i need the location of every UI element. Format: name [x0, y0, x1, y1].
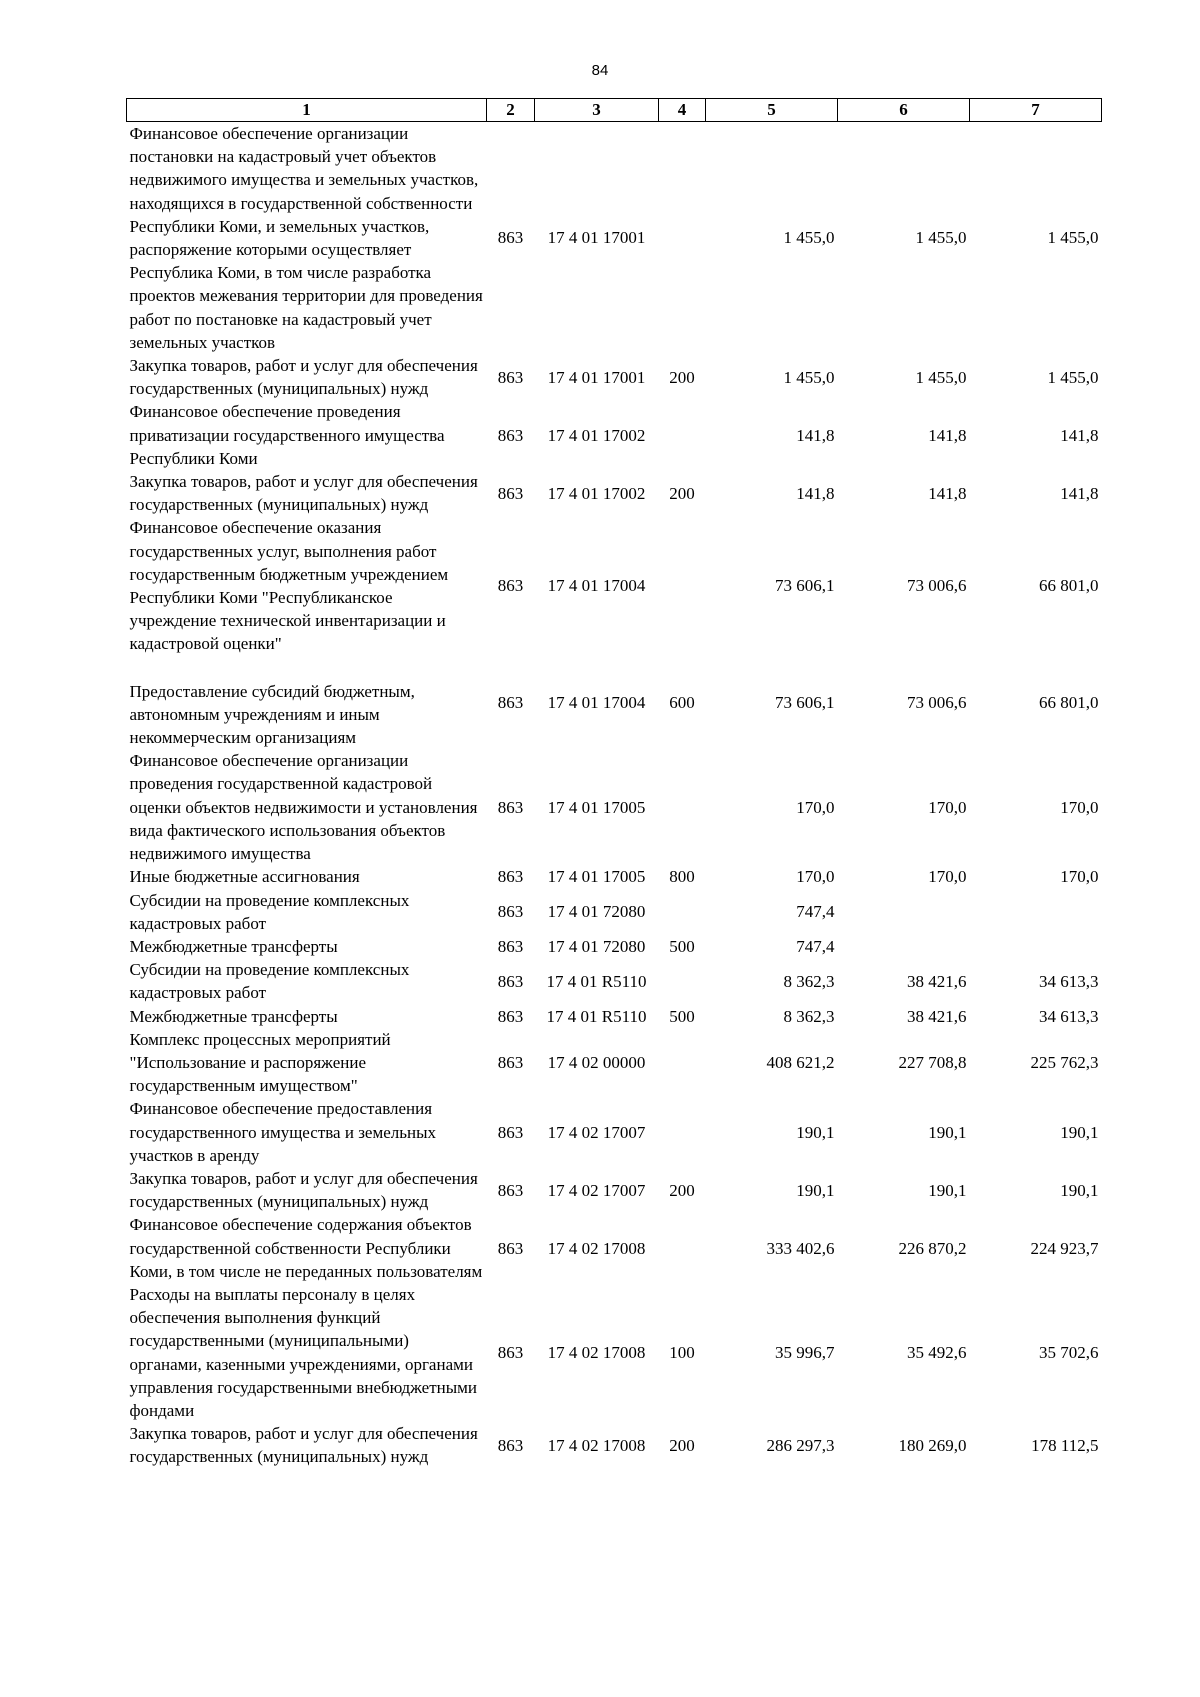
amount-col6-cell: 73 006,6 [907, 576, 967, 596]
target-article-cell: 17 4 01 R5110 [546, 1006, 647, 1026]
amount-col6-cell: 226 870,2 [898, 1238, 967, 1258]
row-name-cell: Расходы на выплаты персоналу в целях обеспечения выполнения функций государственными (муниципальными) органами, казенными учреждениями, органами управления государственными внебюджетными фондами [129, 1284, 478, 1420]
row-name-cell: Закупка товаров, работ и услуг для обеспечения государственных (муниципальных) нужд [129, 1424, 478, 1467]
amount-col6-cell: 190,1 [928, 1122, 967, 1142]
row-name-cell: Закупка товаров, работ и услуг для обеспечения государственных (муниципальных) нужд [129, 472, 478, 515]
amount-col5-cell: 286 297,3 [766, 1435, 835, 1455]
row-name-cell: Финансовое обеспечение оказания государственных услуг, выполнения работ государственным бюджетным учреждением Республики Коми "Республиканское учреждение технической инвентаризации и кадастровой оценки" [129, 518, 449, 654]
amount-col6-cell: 170,0 [928, 797, 967, 817]
amount-col5-cell: 190,1 [796, 1122, 835, 1142]
target-article-cell: 17 4 01 72080 [547, 936, 646, 956]
amount-col6-cell: 35 492,6 [907, 1342, 967, 1362]
amount-col6-cell: 227 708,8 [898, 1052, 967, 1072]
amount-col5-cell: 73 606,1 [775, 692, 835, 712]
target-article-cell: 17 4 01 17002 [547, 425, 646, 445]
ministry-code-cell: 863 [497, 971, 524, 991]
amount-col5-cell: 747,4 [796, 902, 835, 922]
amount-col6-cell [838, 889, 970, 935]
expense-type-cell: 200 [669, 483, 695, 503]
target-article-cell: 17 4 01 17002 [547, 483, 646, 503]
table-row [127, 889, 1102, 935]
amount-col5-cell: 170,0 [796, 797, 835, 817]
target-article-cell: 17 4 02 17008 [547, 1435, 646, 1455]
row-name-cell: Финансовое обеспечение организации проведения государственной кадастровой оценки объектов недвижимости и установления вида фактического использования объектов недвижимого имущества [129, 751, 478, 864]
amount-col5-cell: 1 455,0 [783, 228, 835, 248]
table-row [127, 1283, 1102, 1422]
ministry-code-cell: 863 [497, 576, 524, 596]
expense-type-cell: 600 [669, 692, 695, 712]
amount-col7-cell: 190,1 [1060, 1180, 1099, 1200]
target-article-cell: 17 4 02 17008 [547, 1342, 646, 1362]
amount-col7-cell: 225 762,3 [1030, 1052, 1099, 1072]
ministry-code-cell: 863 [497, 1342, 524, 1362]
table-row [127, 1028, 1102, 1098]
ministry-code-cell: 863 [497, 1435, 524, 1455]
header-row [127, 99, 1102, 122]
expense-type-cell [659, 122, 706, 355]
target-article-cell: 17 4 02 00000 [547, 1052, 646, 1072]
row-name-cell: Субсидии на проведение комплексных кадастровых работ [129, 890, 410, 933]
header-col-4: 4 [659, 99, 706, 122]
amount-col6-cell [838, 935, 970, 958]
amount-col5-cell: 747,4 [796, 936, 835, 956]
amount-col7-cell: 66 801,0 [1039, 576, 1099, 596]
expense-type-cell [659, 889, 706, 935]
row-name-cell: Предоставление субсидий бюджетным, автономным учреждениям и иным некоммерческим организациям [129, 681, 415, 748]
expense-type-cell [659, 1097, 706, 1167]
target-article-cell: 17 4 01 17004 [547, 576, 646, 596]
row-name-cell: Финансовое обеспечение проведения приватизации государственного имущества Республики Коми [129, 402, 445, 468]
expense-type-cell: 200 [669, 1180, 695, 1200]
ministry-code-cell: 863 [497, 228, 524, 248]
amount-col5-cell: 8 362,3 [783, 971, 835, 991]
amount-col7-cell: 35 702,6 [1039, 1342, 1099, 1362]
ministry-code-cell: 863 [497, 1180, 524, 1200]
table-row [127, 958, 1102, 1004]
amount-col5-cell: 1 455,0 [783, 367, 835, 387]
header-col-3: 3 [535, 99, 659, 122]
amount-col6-cell: 1 455,0 [915, 367, 967, 387]
ministry-code-cell: 863 [497, 483, 524, 503]
target-article-cell: 17 4 01 72080 [547, 902, 646, 922]
table-row [127, 400, 1102, 470]
expense-type-cell [659, 749, 706, 865]
table-row [127, 935, 1102, 958]
ministry-code-cell: 863 [497, 1122, 524, 1142]
expense-type-cell [659, 958, 706, 1004]
expense-type-cell [659, 1028, 706, 1098]
target-article-cell: 17 4 01 17005 [547, 797, 646, 817]
page-number: 84 [591, 62, 609, 79]
expense-type-cell: 800 [669, 867, 695, 887]
target-article-cell: 17 4 01 17001 [547, 367, 646, 387]
amount-col7-cell: 141,8 [1060, 483, 1099, 503]
amount-col6-cell: 73 006,6 [907, 692, 967, 712]
amount-col7-cell: 34 613,3 [1039, 1006, 1099, 1026]
row-name-cell: Иные бюджетные ассигнования [129, 867, 360, 887]
amount-col7-cell: 66 801,0 [1039, 692, 1099, 712]
amount-col6-cell: 1 455,0 [915, 228, 967, 248]
expense-type-cell: 100 [669, 1342, 695, 1362]
amount-col7-cell [970, 889, 1102, 935]
expense-type-cell [659, 1213, 706, 1283]
row-name-cell: Финансовое обеспечение организации постановки на кадастровый учет объектов недвижимого имущества и земельных участков, находящихся в государственной собственности Республики Коми, и земельных участков, распоряжение которыми осуществляет Республика Коми, в том числе разработка проектов межевания территории для проведения работ по постановке на кадастровый учет земельных участков [129, 124, 483, 352]
row-name-cell: Финансовое обеспечение содержания объектов государственной собственности Республики Коми, в том числе не переданных пользователям [129, 1215, 483, 1281]
amount-col5-cell: 408 621,2 [766, 1052, 835, 1072]
header-col-7: 7 [970, 99, 1102, 122]
amount-col7-cell: 1 455,0 [1047, 367, 1099, 387]
target-article-cell: 17 4 01 17004 [547, 692, 646, 712]
amount-col7-cell: 224 923,7 [1030, 1238, 1099, 1258]
amount-col7-cell: 170,0 [1060, 797, 1099, 817]
table-row [127, 1422, 1102, 1468]
table-row [127, 1005, 1102, 1028]
amount-col5-cell: 35 996,7 [775, 1342, 835, 1362]
table-row [127, 122, 1102, 355]
expense-type-cell [659, 400, 706, 470]
table-row [127, 1167, 1102, 1213]
ministry-code-cell: 863 [497, 797, 524, 817]
amount-col7-cell: 190,1 [1060, 1122, 1099, 1142]
expense-type-cell: 500 [669, 936, 695, 956]
ministry-code-cell: 863 [497, 902, 524, 922]
table-header [127, 99, 1102, 122]
header-col-2: 2 [487, 99, 535, 122]
table-row [127, 1097, 1102, 1167]
amount-col5-cell: 73 606,1 [775, 576, 835, 596]
ministry-code-cell: 863 [497, 1052, 524, 1072]
amount-col5-cell: 141,8 [796, 483, 835, 503]
row-name-cell: Закупка товаров, работ и услуг для обеспечения государственных (муниципальных) нужд [129, 1168, 478, 1212]
expense-type-cell: 200 [669, 367, 695, 387]
amount-col6-cell: 170,0 [928, 867, 967, 887]
target-article-cell: 17 4 02 17007 [547, 1180, 646, 1200]
table-row [127, 1213, 1102, 1283]
target-article-cell: 17 4 02 17008 [547, 1238, 646, 1258]
target-article-cell: 17 4 01 17005 [547, 867, 646, 887]
amount-col5-cell: 141,8 [796, 425, 835, 445]
ministry-code-cell: 863 [497, 936, 524, 956]
amount-col6-cell: 180 269,0 [898, 1435, 967, 1455]
header-col-5: 5 [706, 99, 838, 122]
table-row [127, 656, 1102, 750]
row-name-cell: Комплекс процессных мероприятий "Использование и распоряжение государственным имуществом" [129, 1029, 391, 1096]
row-name-cell: Субсидии на проведение комплексных кадастровых работ [129, 960, 410, 1003]
ministry-code-cell: 863 [497, 367, 524, 387]
amount-col7-cell: 170,0 [1060, 867, 1099, 887]
amount-col7-cell: 34 613,3 [1039, 971, 1099, 991]
row-name-cell: Закупка товаров, работ и услуг для обеспечения государственных (муниципальных) нужд [129, 356, 478, 399]
expense-type-cell: 200 [669, 1435, 695, 1455]
budget-table [126, 98, 1102, 1469]
expense-type-cell: 500 [669, 1006, 695, 1026]
table-row [127, 354, 1102, 400]
ministry-code-cell: 863 [497, 1006, 524, 1026]
table-row [127, 865, 1102, 888]
amount-col7-cell: 178 112,5 [1031, 1435, 1099, 1455]
amount-col7-cell [970, 935, 1102, 958]
amount-col5-cell: 190,1 [796, 1180, 835, 1200]
amount-col6-cell: 38 421,6 [907, 1006, 967, 1026]
row-name-cell: Финансовое обеспечение предоставления государственного имущества и земельных участков в аренду [129, 1099, 437, 1165]
table-row [127, 470, 1102, 516]
table-row [127, 749, 1102, 865]
amount-col6-cell: 141,8 [928, 425, 967, 445]
amount-col5-cell: 333 402,6 [766, 1238, 835, 1258]
target-article-cell: 17 4 01 R5110 [546, 971, 647, 991]
table-row [127, 516, 1102, 655]
amount-col5-cell: 8 362,3 [783, 1006, 835, 1026]
ministry-code-cell: 863 [497, 867, 524, 887]
header-col-6: 6 [838, 99, 970, 122]
expense-type-cell [659, 516, 706, 655]
ministry-code-cell: 863 [497, 1238, 524, 1258]
header-col-1: 1 [127, 99, 487, 122]
amount-col6-cell: 38 421,6 [907, 971, 967, 991]
target-article-cell: 17 4 01 17001 [547, 228, 646, 248]
amount-col5-cell: 170,0 [796, 867, 835, 887]
ministry-code-cell: 863 [497, 692, 524, 712]
ministry-code-cell: 863 [497, 425, 524, 445]
amount-col6-cell: 141,8 [928, 483, 967, 503]
amount-col7-cell: 141,8 [1060, 425, 1099, 445]
amount-col6-cell: 190,1 [928, 1180, 967, 1200]
row-name-cell: Межбюджетные трансферты [129, 1006, 338, 1026]
amount-col7-cell: 1 455,0 [1047, 228, 1099, 248]
table-body [127, 122, 1102, 1469]
target-article-cell: 17 4 02 17007 [547, 1122, 646, 1142]
row-name-cell: Межбюджетные трансферты [129, 936, 338, 956]
